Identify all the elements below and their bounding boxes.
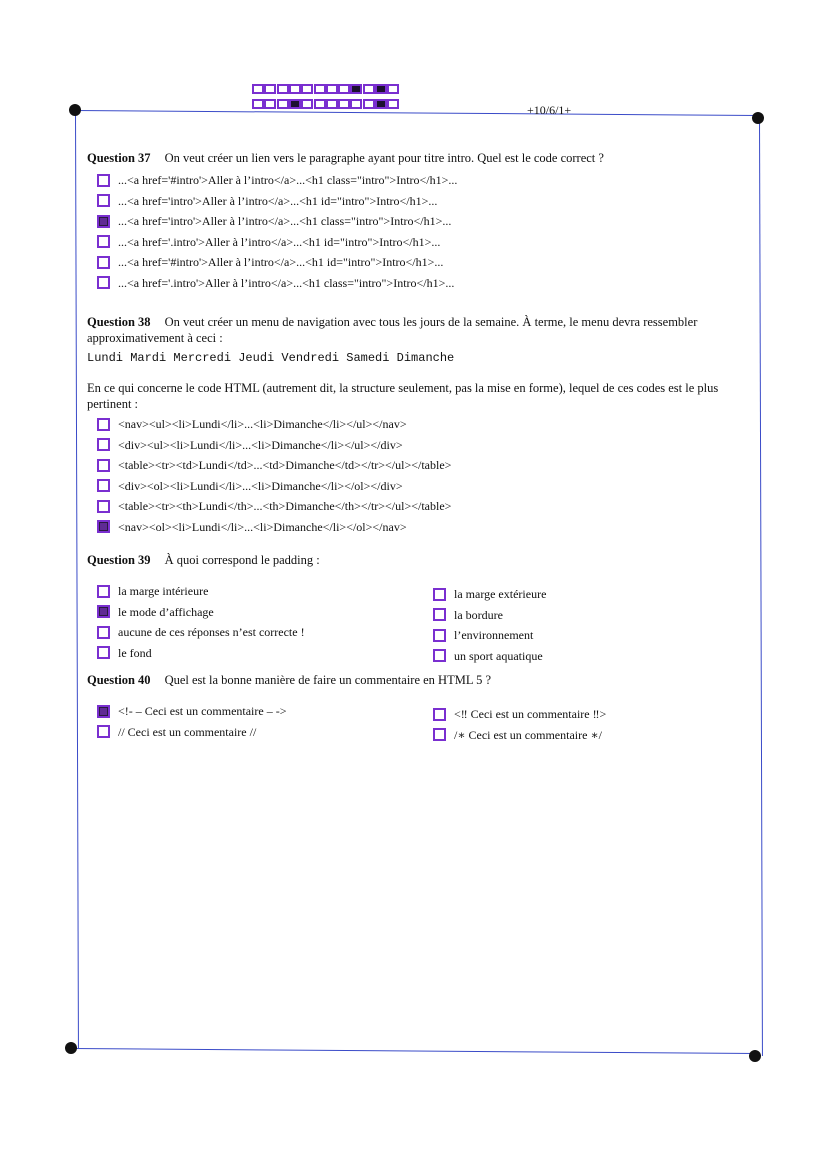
answer-label: ...<a href='intro'>Aller à l’intro</a>...<h1 id="intro">Intro</h1>... — [118, 193, 438, 208]
id-code-box — [277, 99, 289, 109]
question-39-option[interactable] — [97, 645, 152, 661]
question-38-option[interactable] — [97, 416, 407, 432]
answer-label: <!- – Ceci est un commentaire – -> — [118, 704, 287, 718]
answer-checkbox[interactable] — [97, 438, 110, 451]
question-prompt-line-2: pertinent : — [87, 397, 139, 411]
question-text: Quel est la bonne manière de faire un commentaire en HTML 5 ? — [164, 673, 492, 687]
answer-checkbox[interactable] — [433, 708, 446, 721]
answer-checkbox[interactable] — [433, 649, 446, 662]
question-text: On veut créer un lien vers le paragraphe ayant pour titre intro. Quel est le code correct ? — [164, 151, 604, 165]
question-37-title — [87, 150, 747, 166]
answer-label: un sport aquatique — [454, 648, 543, 663]
answer-checkbox[interactable] — [97, 520, 110, 533]
answer-checkbox[interactable] — [97, 479, 110, 492]
answer-label: ...<a href='.intro'>Aller à l’intro</a>...<h1 class="intro">Intro</h1>... — [118, 275, 455, 290]
question-39-option[interactable] — [97, 583, 208, 599]
question-37-option[interactable] — [97, 254, 443, 270]
question-38-prompt — [87, 380, 747, 412]
frame-top-line — [75, 110, 758, 116]
id-code-box — [289, 99, 301, 109]
answer-checkbox[interactable] — [97, 500, 110, 513]
id-code-box — [301, 84, 313, 94]
question-text: On veut créer un menu de navigation avec tous les jours de la semaine. À terme, le menu devra ressembler — [164, 315, 698, 329]
answer-checkbox[interactable] — [433, 588, 446, 601]
question-number: Question 40 — [87, 673, 151, 687]
answer-label: le fond — [118, 645, 152, 660]
answer-checkbox[interactable] — [97, 705, 110, 718]
question-40-option[interactable] — [97, 724, 256, 740]
answer-checkbox[interactable] — [433, 608, 446, 621]
answer-checkbox[interactable] — [97, 585, 110, 598]
id-code-box — [277, 84, 289, 94]
answer-label: <table><tr><th>Lundi</th>...<th>Dimanche</th></tr></ul></table> — [118, 499, 452, 513]
answer-checkbox[interactable] — [97, 725, 110, 738]
answer-checkbox[interactable] — [97, 194, 110, 207]
answer-checkbox[interactable] — [97, 215, 110, 228]
id-code-box — [326, 99, 338, 109]
answer-label: /∗ Ceci est un commentaire ∗/ — [454, 727, 602, 742]
question-37-option[interactable] — [97, 275, 454, 291]
question-39-title — [87, 552, 747, 568]
id-code-box — [338, 84, 350, 94]
answer-checkbox[interactable] — [97, 626, 110, 639]
id-code-box — [252, 84, 264, 94]
answer-checkbox[interactable] — [97, 418, 110, 431]
question-40-title — [87, 672, 747, 688]
question-40-option[interactable] — [97, 703, 286, 719]
answer-checkbox[interactable] — [97, 605, 110, 618]
question-39-option[interactable] — [433, 648, 543, 664]
answer-label: <div><ul><li>Lundi</li>...<li>Dimanche</li></ul></div> — [118, 437, 403, 452]
page-id: +10/6/1+ — [527, 103, 572, 117]
registration-mark-bottom-right — [749, 1050, 761, 1062]
answer-label: <‼ Ceci est un commentaire ‼> — [454, 707, 607, 721]
id-code-box — [264, 99, 276, 109]
answer-label: ...<a href='.intro'>Aller à l’intro</a>...<h1 id="intro">Intro</h1>... — [118, 234, 441, 249]
question-39-option[interactable] — [97, 604, 214, 620]
question-prompt-line-1: En ce qui concerne le code HTML (autrement dit, la structure seulement, pas la mise en forme), lequel de ces codes est le plus — [87, 381, 719, 395]
id-code-box — [363, 99, 375, 109]
id-code-box — [252, 99, 264, 109]
answer-label: ...<a href='intro'>Aller à l’intro</a>...<h1 class="intro">Intro</h1>... — [118, 214, 452, 228]
id-code-box — [314, 84, 326, 94]
answer-label: <table><tr><td>Lundi</td>...<td>Dimanche</td></tr></ul></table> — [118, 458, 452, 472]
question-number: Question 39 — [87, 553, 151, 567]
id-code-box — [350, 84, 362, 94]
question-38-option[interactable] — [97, 478, 403, 494]
answer-label: la marge extérieure — [454, 587, 547, 601]
menu-preview: Lundi Mardi Mercredi Jeudi Vendredi Samedi Dimanche — [87, 351, 455, 365]
registration-mark-top-left — [69, 104, 81, 116]
id-code-box — [289, 84, 301, 94]
question-38-option[interactable] — [97, 457, 451, 473]
id-code-box — [350, 99, 362, 109]
answer-label: // Ceci est un commentaire // — [118, 724, 257, 739]
id-code-box — [338, 99, 350, 109]
id-code-box — [314, 99, 326, 109]
id-code-box — [375, 99, 387, 109]
answer-label: la marge intérieure — [118, 584, 209, 598]
registration-mark-top-right — [752, 112, 764, 124]
question-38-option[interactable] — [97, 498, 451, 514]
frame-bottom-line — [71, 1048, 756, 1054]
id-code-box — [264, 84, 276, 94]
answer-checkbox[interactable] — [97, 235, 110, 248]
question-39-option[interactable] — [433, 586, 546, 602]
answer-label: la bordure — [454, 607, 503, 622]
question-37-option[interactable] — [97, 193, 437, 209]
answer-checkbox[interactable] — [97, 459, 110, 472]
answer-label: <nav><ul><li>Lundi</li>...<li>Dimanche</li></ul></nav> — [118, 417, 407, 431]
question-text-continued: approximativement à ceci : — [87, 331, 223, 345]
answer-label: ...<a href='#intro'>Aller à l’intro</a>...<h1 class="intro">Intro</h1>... — [118, 173, 458, 187]
answer-checkbox[interactable] — [97, 276, 110, 289]
question-38-title — [87, 314, 747, 346]
answer-label: aucune de ces réponses n’est correcte ! — [118, 625, 305, 639]
question-number: Question 38 — [87, 315, 151, 329]
id-code-box — [387, 99, 399, 109]
answer-checkbox[interactable] — [97, 646, 110, 659]
question-39-option[interactable] — [433, 627, 533, 643]
question-38-option[interactable] — [97, 519, 407, 535]
question-text: À quoi correspond le padding : — [164, 553, 320, 567]
id-code-box — [301, 99, 313, 109]
answer-label: <nav><ol><li>Lundi</li>...<li>Dimanche</li></ol></nav> — [118, 519, 407, 534]
answer-label: <div><ol><li>Lundi</li>...<li>Dimanche</li></ol></div> — [118, 478, 403, 493]
answer-label: l’environnement — [454, 628, 534, 642]
answer-label: le mode d’affichage — [118, 604, 214, 619]
id-code-box — [375, 84, 387, 94]
question-40-option[interactable] — [433, 706, 606, 722]
question-37-option[interactable] — [97, 213, 451, 229]
question-40-option[interactable] — [433, 727, 602, 743]
question-39-option[interactable] — [433, 607, 503, 623]
question-39-option[interactable] — [97, 624, 305, 640]
answer-checkbox[interactable] — [433, 728, 446, 741]
id-code-box — [387, 84, 399, 94]
id-code-box — [363, 84, 375, 94]
question-number: Question 37 — [87, 151, 151, 165]
answer-label: ...<a href='#intro'>Aller à l’intro</a>...<h1 id="intro">Intro</h1>... — [118, 255, 444, 269]
question-37-option[interactable] — [97, 172, 457, 188]
answer-checkbox[interactable] — [433, 629, 446, 642]
answer-checkbox[interactable] — [97, 256, 110, 269]
question-38-option[interactable] — [97, 437, 403, 453]
registration-mark-bottom-left — [65, 1042, 77, 1054]
question-37-option[interactable] — [97, 234, 440, 250]
answer-checkbox[interactable] — [97, 174, 110, 187]
frame-left-line — [75, 110, 79, 1048]
id-code-box — [326, 84, 338, 94]
frame-right-line — [759, 118, 763, 1056]
